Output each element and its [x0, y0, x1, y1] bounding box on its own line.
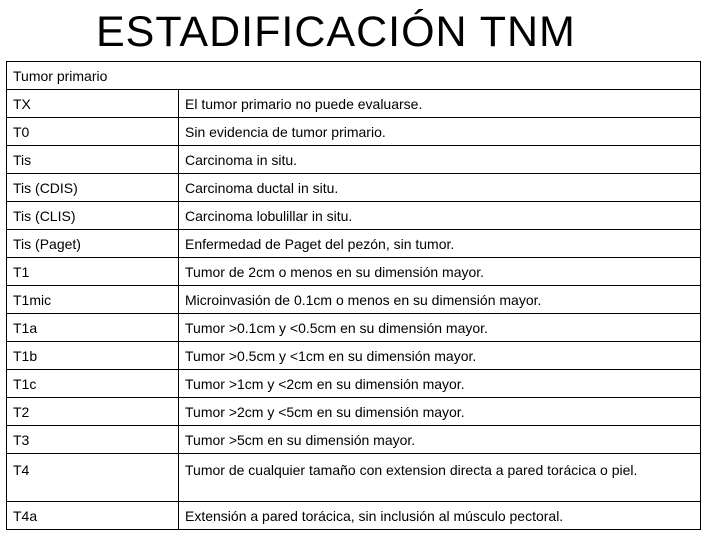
table-row	[7, 286, 701, 314]
stage-code: Tis (CLIS)	[7, 202, 179, 230]
table-header-cell: Tumor primario	[7, 62, 701, 90]
stage-description: Carcinoma ductal in situ.	[179, 174, 701, 202]
stage-code: T0	[7, 118, 179, 146]
stage-description: Carcinoma in situ.	[179, 146, 701, 174]
stage-code: Tis (Paget)	[7, 230, 179, 258]
stage-description: Tumor >0.1cm y <0.5cm en su dimensión mayor.	[179, 314, 701, 342]
table-row	[7, 426, 701, 454]
table-row	[7, 258, 701, 286]
table-row	[7, 146, 701, 174]
table-header-row	[7, 62, 701, 90]
stage-description: Enfermedad de Paget del pezón, sin tumor.	[179, 230, 701, 258]
stage-description: El tumor primario no puede evaluarse.	[179, 90, 701, 118]
stage-description: Microinvasión de 0.1cm o menos en su dimensión mayor.	[179, 286, 701, 314]
table-row	[7, 174, 701, 202]
stage-description: Tumor de 2cm o menos en su dimensión mayor.	[179, 258, 701, 286]
table-row	[7, 90, 701, 118]
table-row	[7, 502, 701, 530]
stage-code: T2	[7, 398, 179, 426]
table-row	[7, 314, 701, 342]
table-row	[7, 118, 701, 146]
stage-code: TX	[7, 90, 179, 118]
stage-code: T1a	[7, 314, 179, 342]
stage-description: Tumor >2cm y <5cm en su dimensión mayor.	[179, 398, 701, 426]
stage-code: T4a	[7, 502, 179, 530]
stage-code: T3	[7, 426, 179, 454]
stage-description: Tumor >0.5cm y <1cm en su dimensión mayor.	[179, 342, 701, 370]
stage-description: Tumor >5cm en su dimensión mayor.	[179, 426, 701, 454]
page-title: ESTADIFICACIÓN TNM	[96, 8, 576, 56]
stage-code: T1c	[7, 370, 179, 398]
stage-code: T1	[7, 258, 179, 286]
table-row	[7, 342, 701, 370]
stage-code: Tis	[7, 146, 179, 174]
stage-code: T1mic	[7, 286, 179, 314]
table-row	[7, 398, 701, 426]
tnm-table	[6, 61, 701, 530]
stage-code: Tis (CDIS)	[7, 174, 179, 202]
table-row	[7, 370, 701, 398]
stage-code: T1b	[7, 342, 179, 370]
table-row	[7, 230, 701, 258]
table-row	[7, 454, 701, 502]
stage-description: Carcinoma lobulillar in situ.	[179, 202, 701, 230]
table-row	[7, 202, 701, 230]
stage-description: Extensión a pared torácica, sin inclusión al músculo pectoral.	[179, 502, 701, 530]
stage-description: Tumor >1cm y <2cm en su dimensión mayor.	[179, 370, 701, 398]
stage-code: T4	[7, 454, 179, 502]
stage-description: Tumor de cualquier tamaño con extension directa a pared torácica o piel.	[179, 454, 701, 502]
stage-description: Sin evidencia de tumor primario.	[179, 118, 701, 146]
